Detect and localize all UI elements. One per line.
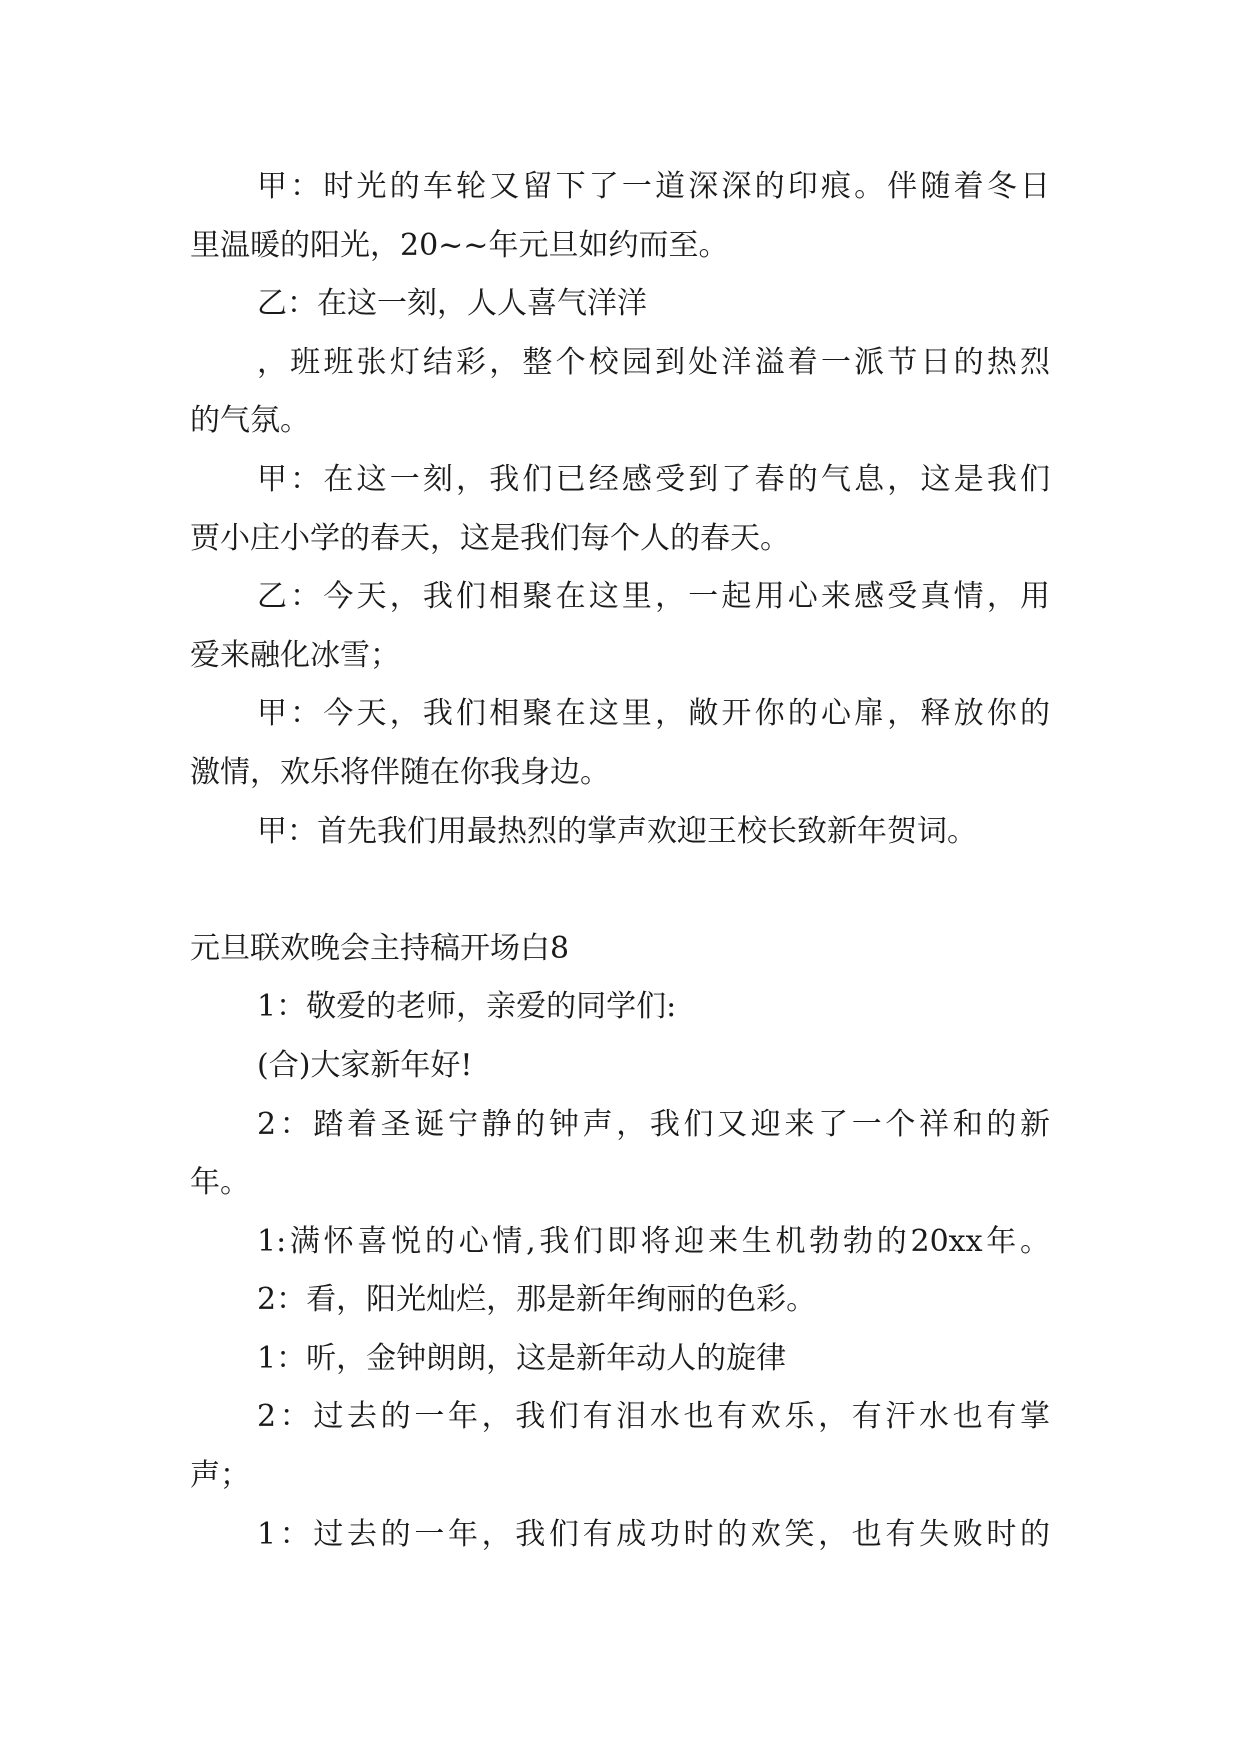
- text-line: 乙：今天，我们相聚在这里，一起用心来感受真情，用: [257, 579, 1050, 615]
- text-line: 激情，欢乐将伴随在你我身边。: [190, 754, 610, 790]
- text-line: 的气氛。: [190, 403, 310, 439]
- text-line: 1：听，金钟朗朗，这是新年动人的旋律: [257, 1340, 787, 1376]
- text-line: 甲：时光的车轮又留下了一道深深的印痕。伴随着冬日: [257, 169, 1050, 204]
- section-heading: 元旦联欢晚会主持稿开场白8: [190, 930, 570, 966]
- text-line: 爱来融化冰雪；: [190, 637, 400, 673]
- text-line: 贾小庄小学的春天，这是我们每个人的春天。: [190, 520, 790, 556]
- text-line: 1：过去的一年，我们有成功时的欢笑，也有失败时的: [257, 1516, 1050, 1552]
- text-line: ，班班张灯结彩，整个校园到处洋溢着一派节日的热烈: [257, 344, 1050, 380]
- text-line: 2：踏着圣诞宁静的钟声，我们又迎来了一个祥和的新: [257, 1106, 1050, 1142]
- text-line: 甲：今天，我们相聚在这里，敞开你的心扉，释放你的: [257, 696, 1050, 732]
- text-line: 1:满怀喜悦的心情,我们即将迎来生机勃勃的20xx年。: [257, 1223, 1050, 1259]
- text-line: 年。: [190, 1165, 250, 1201]
- paragraph-gap: [190, 861, 1050, 920]
- text-line: 1：敬爱的老师，亲爱的同学们:: [257, 989, 677, 1025]
- text-line: 2：过去的一年，我们有泪水也有欢乐，有汗水也有掌: [257, 1399, 1050, 1435]
- text-line: (合)大家新年好!: [257, 1047, 473, 1083]
- text-line: 2：看，阳光灿烂，那是新年绚丽的色彩。: [257, 1282, 817, 1318]
- text-line: 声；: [190, 1458, 250, 1494]
- text-line: 里温暖的阳光，20~~年元旦如约而至。: [190, 227, 729, 263]
- text-line: 甲：在这一刻，我们已经感受到了春的气息，这是我们: [257, 461, 1050, 497]
- text-line: 乙：在这一刻，人人喜气洋洋: [257, 286, 647, 322]
- text-line: 甲：首先我们用最热烈的掌声欢迎王校长致新年贺词。: [257, 813, 977, 849]
- document-body: [190, 158, 1050, 1564]
